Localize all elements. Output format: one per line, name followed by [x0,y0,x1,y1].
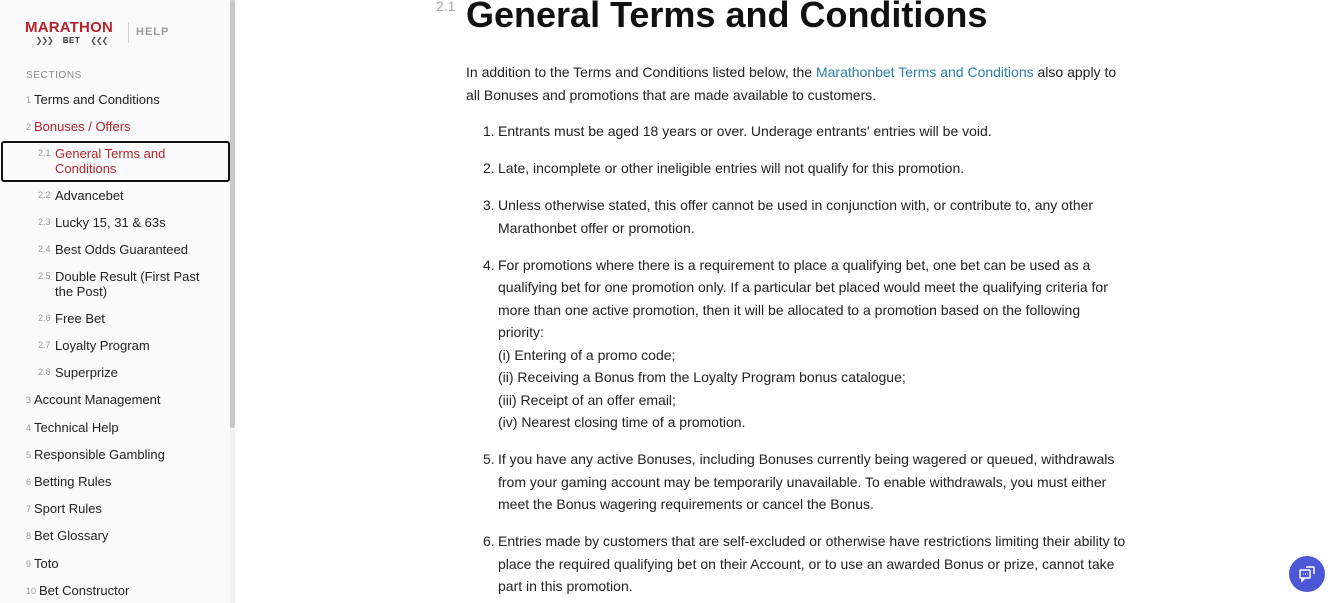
logo-divider [128,22,129,43]
marathonbet-logo[interactable] [25,20,125,46]
logo-wing-right-icon: ❮❮❮ [90,36,108,45]
sidebar-item-label: Account Management [34,392,161,407]
sidebar-scrollbar-thumb[interactable] [230,0,235,428]
sidebar-item-label: Toto [34,556,59,571]
list-item-number: 5. [483,451,495,467]
sidebar-item-technical[interactable] [26,420,119,436]
priority-item: (iii) Receipt of an offer email; [498,391,676,408]
sidebar-item-free-bet[interactable] [38,311,208,326]
list-item-text: Entries made by customers that are self-excluded or otherwise have restrictions limiting their ability to place the required qualifying bet on their Account, or to use an awarded Bonus or prize, cannot take part in this promotion. [498,533,1126,594]
terms-link[interactable]: Marathonbet Terms and Conditions [815,64,1034,80]
sidebar-item-double-result[interactable] [38,269,208,299]
sidebar-item-terms[interactable] [26,92,160,108]
list-item-text: Unless otherwise stated, this offer cannot be used in conjunction with, or contribute to, any other Marathonbet offer or promotion. [498,197,1094,236]
list-item [466,448,1126,516]
sidebar-item-num: 2.1 [38,148,51,158]
logo-main-text: MARATHON [25,19,113,36]
sidebar-item-label: Betting Rules [34,474,112,489]
sidebar-item-num: 2.2 [38,190,51,200]
sidebar-item-num: 2.8 [38,367,51,377]
list-item-number: 6. [483,533,495,549]
sidebar-item-responsible[interactable] [26,447,165,463]
list-item-text: Late, incomplete or other ineligible entries will not qualify for this promotion. [498,160,965,176]
logo-sub [25,36,118,45]
logo-wing-left-icon: ❯❯❯ [35,36,53,45]
sidebar-item-num: 1 [26,95,32,105]
list-item [466,530,1126,598]
list-item-text: Entrants must be aged 18 years or over. Underage entrants' entries will be void. [498,123,992,139]
sidebar-item-label: Responsible Gambling [34,447,165,462]
sidebar-item-num: 2 [26,122,32,132]
intro-paragraph [466,61,1126,106]
list-item [466,157,1126,180]
sidebar-item-general-terms[interactable] [38,146,208,176]
sidebar-item-label: Free Bet [55,311,105,326]
sidebar-item-num: 7 [26,504,32,514]
sidebar-item-label: General Terms and Conditions [55,146,166,176]
list-item-number: 3. [483,197,495,213]
page-title: General Terms and Conditions [466,0,988,35]
sidebar-item-label: Superprize [55,365,118,380]
list-item-text: For promotions where there is a requirement to place a qualifying bet, one bet can be used as a qualifying bet for one promotion only. If a particular bet placed would meet the qualifying criteria for more than one active promotion, then it will be allocated to a promotion based on the following priority: [498,256,1108,340]
sections-label: SECTIONS [26,70,82,81]
priority-item: (iv) Nearest closing time of a promotion. [498,414,746,430]
list-item-number: 4. [483,256,495,273]
sidebar-item-label: Lucky 15, 31 & 63s [55,215,166,230]
sidebar-item-lucky[interactable] [38,215,208,230]
sidebar-item-label: Terms and Conditions [34,92,160,107]
priority-item: (i) Entering of a promo code; [498,346,676,363]
sidebar-item-num: 2.7 [38,340,51,350]
sidebar-item-num: 2.3 [38,217,51,227]
chat-support-icon [1298,565,1316,583]
sidebar-item-num: 8 [26,531,32,541]
sidebar-item-label: Advancebet [55,188,124,203]
sidebar-item-label: Bet Glossary [34,528,109,543]
sidebar-item-label: Bet Constructor [39,583,130,598]
sidebar-item-label: Sport Rules [34,501,102,516]
intro-text-before: In addition to the Terms and Conditions listed below, the [466,64,816,80]
terms-list [466,120,1126,598]
list-item-number: 2. [483,160,495,176]
sidebar-item-num: 3 [26,395,32,405]
sidebar-item-glossary[interactable] [26,528,108,544]
priority-item: (ii) Receiving a Bonus from the Loyalty Program bonus catalogue; [498,369,906,385]
sidebar-item-label: Best Odds Guaranteed [55,242,188,257]
sidebar-item-num: 2.6 [38,313,51,323]
list-item [466,194,1126,239]
list-item-number: 1. [483,123,495,139]
sidebar-item-toto[interactable] [26,556,59,572]
sidebar-item-label: Loyalty Program [55,338,150,353]
sidebar-item-num: 6 [26,477,32,487]
sidebar-item-best-odds[interactable] [38,242,208,257]
sidebar [0,0,230,603]
sidebar-item-account[interactable] [26,392,160,408]
sidebar-item-advancebet[interactable] [38,188,208,203]
sidebar-item-num: 2.4 [38,244,51,254]
sidebar-item-num: 4 [26,423,32,433]
sidebar-item-label: Double Result (First Past the Post) [55,269,200,299]
intro-text-after: also apply to all Bonuses and promotions that are made available to customers. [466,64,1117,103]
section-number: 2.1 [436,0,456,14]
sidebar-item-betting-rules[interactable] [26,474,111,490]
sidebar-item-num: 5 [26,450,32,460]
sidebar-item-loyalty[interactable] [38,338,208,353]
help-label: HELP [136,26,170,38]
sidebar-item-bet-constructor[interactable] [26,583,129,599]
logo-sub-text: BET [62,36,81,45]
sidebar-item-sport-rules[interactable] [26,501,102,517]
sidebar-item-superprize[interactable] [38,365,208,380]
sidebar-item-num: 10 [26,586,37,596]
sidebar-item-label: Bonuses / Offers [34,119,131,134]
sidebar-item-label: Technical Help [34,420,119,435]
sidebar-item-num: 9 [26,559,32,569]
sidebar-item-num: 2.5 [38,271,51,281]
chat-support-button[interactable] [1289,556,1325,592]
list-item-text: If you have any active Bonuses, including Bonuses currently being wagered or queued, withdrawals from your gaming account may be temporarily unavailable. To enable withdrawals, you must either meet the Bonus wagering requirements or cancel the Bonus. [498,451,1115,512]
list-item [466,254,1126,434]
sidebar-item-bonuses[interactable] [26,119,131,135]
list-item [466,120,1126,143]
